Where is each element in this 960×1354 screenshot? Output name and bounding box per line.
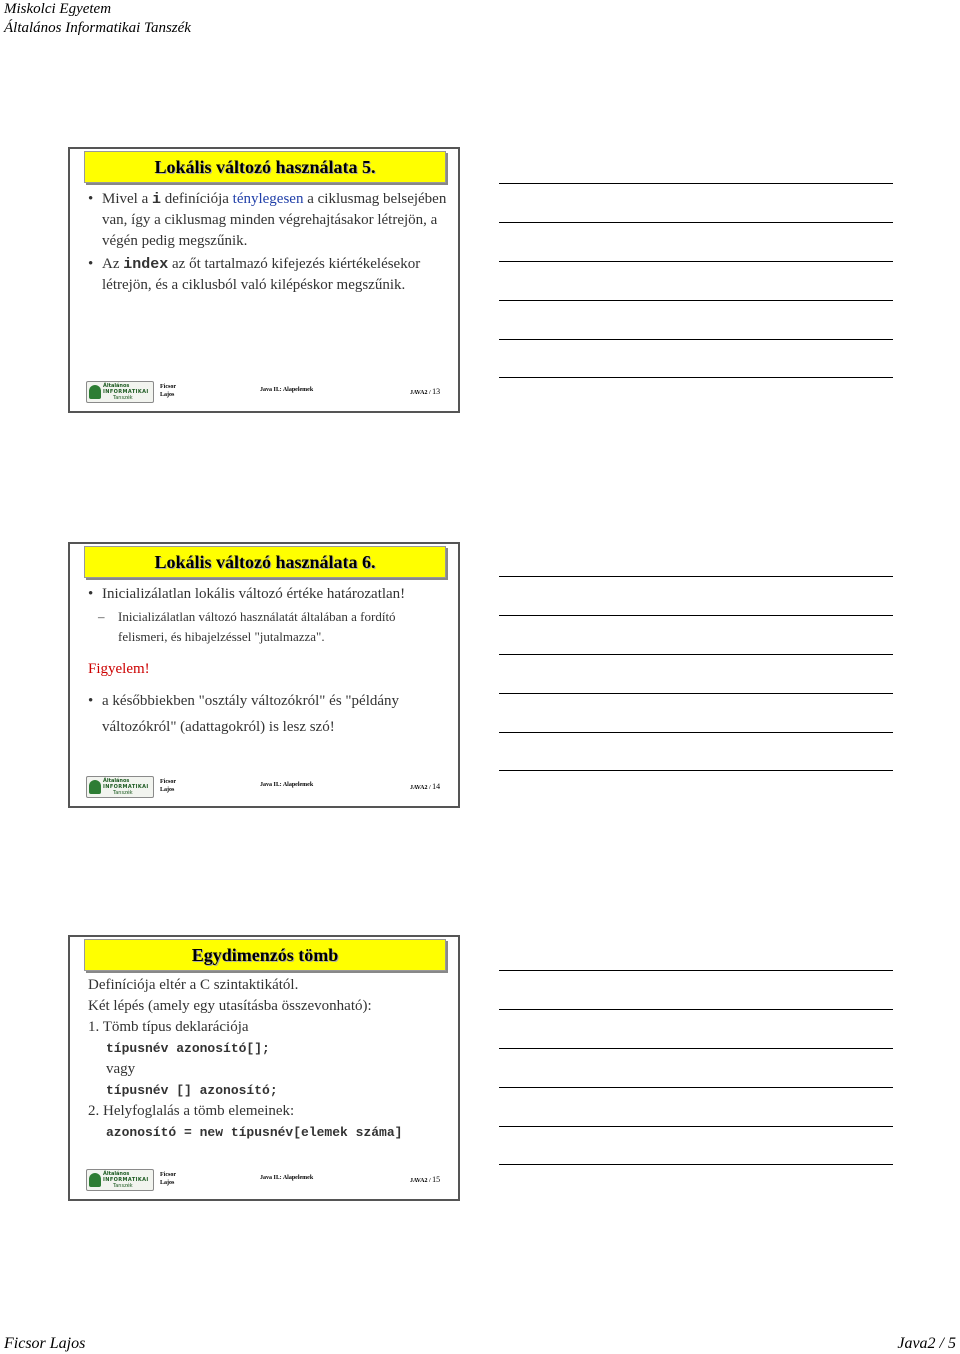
slide-body bbox=[88, 584, 448, 740]
slide-14 bbox=[68, 542, 460, 808]
department-name: Általános Informatikai Tanszék bbox=[4, 20, 191, 36]
slide-body bbox=[88, 189, 448, 296]
note-line bbox=[499, 576, 893, 577]
slide-author: Ficsor Lajos bbox=[160, 779, 176, 793]
slide-footer bbox=[84, 776, 448, 798]
note-line bbox=[499, 693, 893, 694]
department-logo: Általános INFORMATIKAI Tanszék bbox=[86, 1169, 154, 1191]
note-line bbox=[499, 615, 893, 616]
document-header bbox=[4, 0, 191, 38]
note-line bbox=[499, 339, 893, 340]
logo-icon bbox=[89, 780, 101, 794]
bullet-item: • Mivel a i definíciója ténylegesen a ciklusmag belsejében van, így a ciklusmag minden végrehajtásakor létrejön, a végén pedig megszűnik. bbox=[88, 189, 448, 252]
note-line bbox=[499, 377, 893, 378]
slide-page-number: JAVA2 / 13 bbox=[410, 387, 441, 396]
code-line: azonosító = new típusnév[elemek száma] bbox=[106, 1125, 403, 1140]
slide-title: Egydimenzós tömb bbox=[84, 939, 446, 971]
university-name: Miskolci Egyetem bbox=[4, 1, 112, 17]
note-line bbox=[499, 770, 893, 771]
code-line: típusnév [] azonosító; bbox=[106, 1083, 278, 1098]
footer-author: Ficsor Lajos bbox=[4, 1335, 86, 1352]
note-line bbox=[499, 970, 893, 971]
slide-author: Ficsor Lajos bbox=[160, 384, 176, 398]
note-line bbox=[499, 1087, 893, 1088]
note-line bbox=[499, 1048, 893, 1049]
slide-course: Java II.: Alapelemek bbox=[260, 782, 314, 788]
slide-footer bbox=[84, 381, 448, 403]
text-line: 2. Helyfoglalás a tömb elemeinek: bbox=[88, 1103, 295, 1119]
slide-course: Java II.: Alapelemek bbox=[260, 387, 314, 393]
sub-bullet-item: – Inicializálatlan változó használatát általában a fordító felismeri, és hibajelzéssel "jutalmazza". bbox=[88, 607, 448, 647]
note-line bbox=[499, 732, 893, 733]
code-line: típusnév azonosító[]; bbox=[106, 1041, 270, 1056]
department-logo: Általános INFORMATIKAI Tanszék bbox=[86, 381, 154, 403]
department-logo: Általános INFORMATIKAI Tanszék bbox=[86, 776, 154, 798]
slide-body bbox=[88, 975, 448, 1143]
logo-icon bbox=[89, 1173, 101, 1187]
text-line: Definíciója eltér a C szintaktikától. bbox=[88, 977, 299, 993]
note-line bbox=[499, 183, 893, 184]
slide-13 bbox=[68, 147, 460, 413]
warning-label: Figyelem! bbox=[88, 661, 150, 677]
slide-page-number: JAVA2 / 14 bbox=[410, 782, 441, 791]
note-line bbox=[499, 1009, 893, 1010]
bullet-item: • Az index az őt tartalmazó kifejezés kiértékelésekor létrejön, és a ciklusból való kilépéskor megszűnik. bbox=[88, 254, 448, 296]
slide-title: Lokális változó használata 5. bbox=[84, 151, 446, 183]
slide-page-number: JAVA2 / 15 bbox=[410, 1175, 441, 1184]
slide-title: Lokális változó használata 6. bbox=[84, 546, 446, 578]
note-line bbox=[499, 654, 893, 655]
highlighted-word: ténylegesen bbox=[232, 191, 304, 207]
slide-15 bbox=[68, 935, 460, 1201]
slide-course: Java II.: Alapelemek bbox=[260, 1175, 314, 1181]
note-line bbox=[499, 261, 893, 262]
note-line bbox=[499, 300, 893, 301]
bullet-item: • Inicializálatlan lokális változó értéke határozatlan! bbox=[88, 584, 448, 605]
text-line: vagy bbox=[106, 1061, 136, 1077]
logo-icon bbox=[89, 385, 101, 399]
note-line bbox=[499, 1126, 893, 1127]
inline-code: i bbox=[152, 191, 162, 208]
bullet-item: • a későbbiekben "osztály változókról" és "példány változókról" (adattagokról) is lesz szó! bbox=[88, 688, 448, 740]
note-line bbox=[499, 222, 893, 223]
text-line: Két lépés (amely egy utasításba összevonható): bbox=[88, 998, 372, 1014]
footer-page: Java2 / 5 bbox=[897, 1335, 956, 1352]
inline-code: index bbox=[123, 256, 169, 273]
note-line bbox=[499, 1164, 893, 1165]
slide-footer bbox=[84, 1169, 448, 1191]
slide-author: Ficsor Lajos bbox=[160, 1172, 176, 1186]
text-line: 1. Tömb típus deklarációja bbox=[88, 1019, 249, 1035]
